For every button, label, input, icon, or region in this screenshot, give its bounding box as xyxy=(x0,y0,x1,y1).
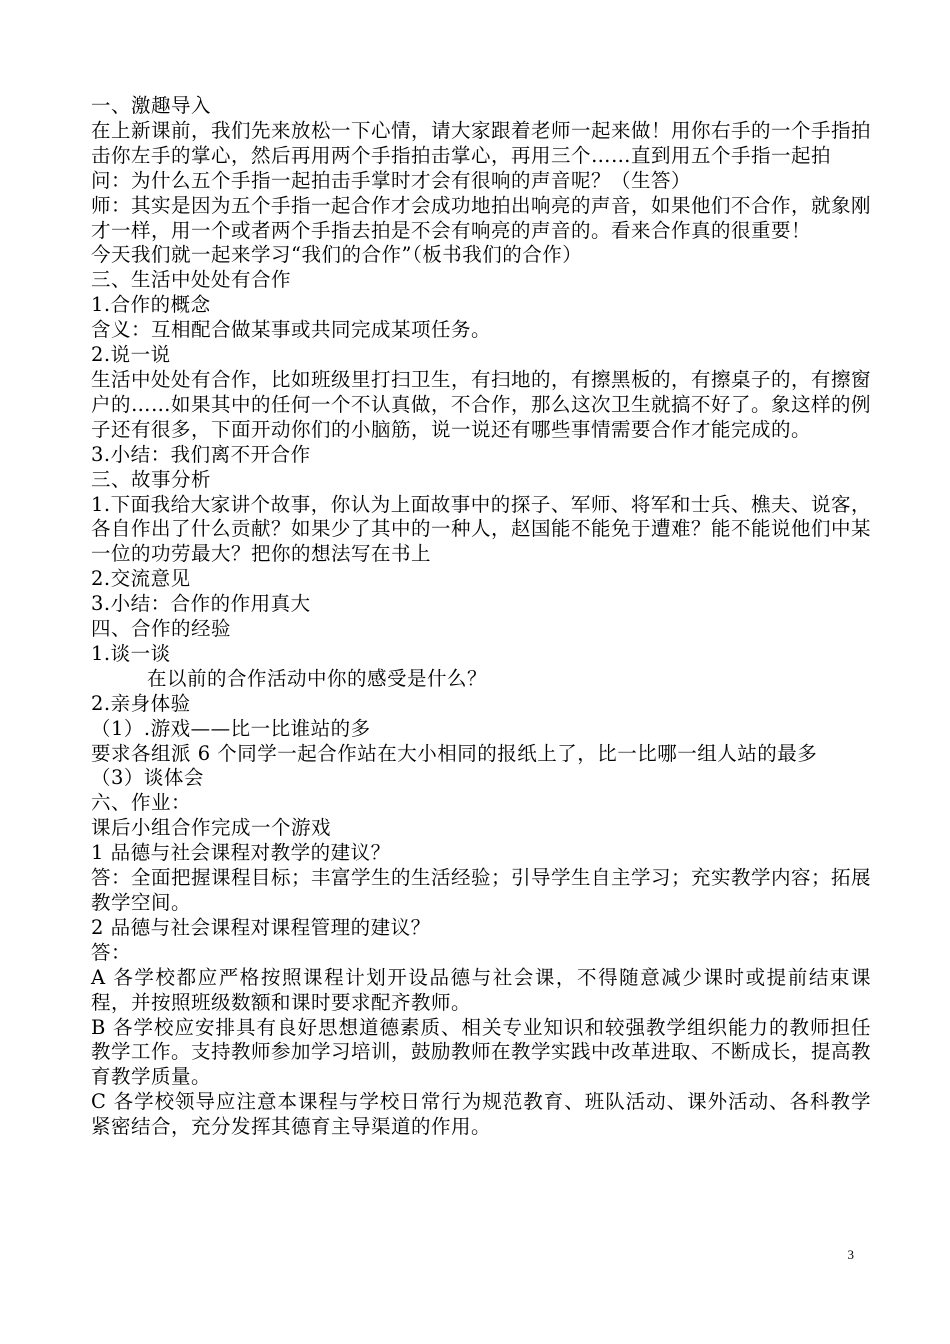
subheading-summary-2: 3.小结：合作的作用真大 xyxy=(91,592,311,616)
paragraph-feeling: 在以前的合作活动中你的感受是什么？ xyxy=(147,666,488,690)
answer-2-a: A 各学校都应严格按照课程计划开设品德与社会课，不得随意减少课时或提前结束课程，并按照班级数额和课时要求配齐教师。 xyxy=(91,965,871,1014)
paragraph-homework: 课后小组合作完成一个游戏 xyxy=(91,816,332,840)
question-1: 1 品德与社会课程对教学的建议？ xyxy=(91,841,391,865)
subheading-reflection: （3）谈体会 xyxy=(91,766,204,790)
section-heading-story: 三、故事分析 xyxy=(91,467,212,491)
section-heading-life: 三、生活中处处有合作 xyxy=(91,268,292,292)
subheading-talk: 1.谈一谈 xyxy=(91,641,171,665)
paragraph-example: 生活中处处有合作，比如班级里打扫卫生，有扫地的，有擦黑板的，有擦桌子的，有擦窗户的……如果其中的任何一个不认真做，不合作，那么这次卫生就搞不好了。象这样的例子还有很多，下面开动你们的小脑筋，说一说还有哪些事情需要合作才能完成的。 xyxy=(91,367,872,441)
subheading-discuss: 2.说一说 xyxy=(91,343,171,367)
paragraph-definition: 含义：互相配合做某事或共同完成某项任务。 xyxy=(91,318,492,342)
paragraph-topic: 今天我们就一起来学习“我们的合作”（板书我们的合作） xyxy=(91,243,583,267)
subheading-game: （1）.游戏——比一比谁站的多 xyxy=(91,716,371,740)
answer-2-label: 答： xyxy=(91,940,132,964)
subheading-exchange: 2.交流意见 xyxy=(91,567,191,591)
answer-1: 答：全面把握课程目标；丰富学生的生活经验；引导学生自主学习；充实教学内容；拓展教学空间。 xyxy=(91,866,872,914)
paragraph-question: 问：为什么五个手指一起拍击手掌时才会有很响的声音呢？（生答） xyxy=(91,168,692,192)
subheading-concept: 1.合作的概念 xyxy=(91,293,211,317)
subheading-summary-1: 3.小结：我们离不开合作 xyxy=(91,442,311,466)
section-heading-intro: 一、激趣导入 xyxy=(91,94,212,117)
answer-2-b: B 各学校应安排具有良好思想道德素质、相关专业知识和较强教学组织能力的教师担任教学工作。支持教师参加学习培训，鼓励教师在教学实践中改革进取、不断成长，提高教育教学质量。 xyxy=(91,1015,872,1089)
question-2: 2 品德与社会课程对课程管理的建议？ xyxy=(91,915,431,939)
page-number: 3 xyxy=(847,1247,854,1262)
document-body xyxy=(91,94,871,1140)
section-heading-experience: 四、合作的经验 xyxy=(91,617,232,641)
paragraph-game-rules: 要求各组派 6 个同学一起合作站在大小相同的报纸上了，比一比哪一组人站的最多 xyxy=(91,741,818,765)
paragraph-story: 1.下面我给大家讲个故事，你认为上面故事中的探子、军师、将军和士兵、樵夫、说客，各自作出了什么贡献？如果少了其中的一种人，赵国能不能免于遭难？能不能说他们中某一位的功劳最大？把你的想法写在书上 xyxy=(91,492,872,566)
paragraph-activity: 在上新课前，我们先来放松一下心情，请大家跟着老师一起来做！用你右手的一个手指拍击你左手的掌心，然后再用两个手指拍击掌心，再用三个……直到用五个手指一起拍 xyxy=(91,118,872,167)
paragraph-teacher: 师：其实是因为五个手指一起合作才会成功地拍出响亮的声音，如果他们不合作，就象刚才一样，用一个或者两个手指去拍是不会有响亮的声音的。看来合作真的很重要！ xyxy=(91,193,872,242)
subheading-practice: 2.亲身体验 xyxy=(91,691,191,715)
answer-2-c: C 各学校领导应注意本课程与学校日常行为规范教育、班队活动、课外活动、各科教学紧密结合，充分发挥其德育主导渠道的作用。 xyxy=(91,1090,871,1139)
section-heading-homework: 六、作业： xyxy=(91,791,192,815)
